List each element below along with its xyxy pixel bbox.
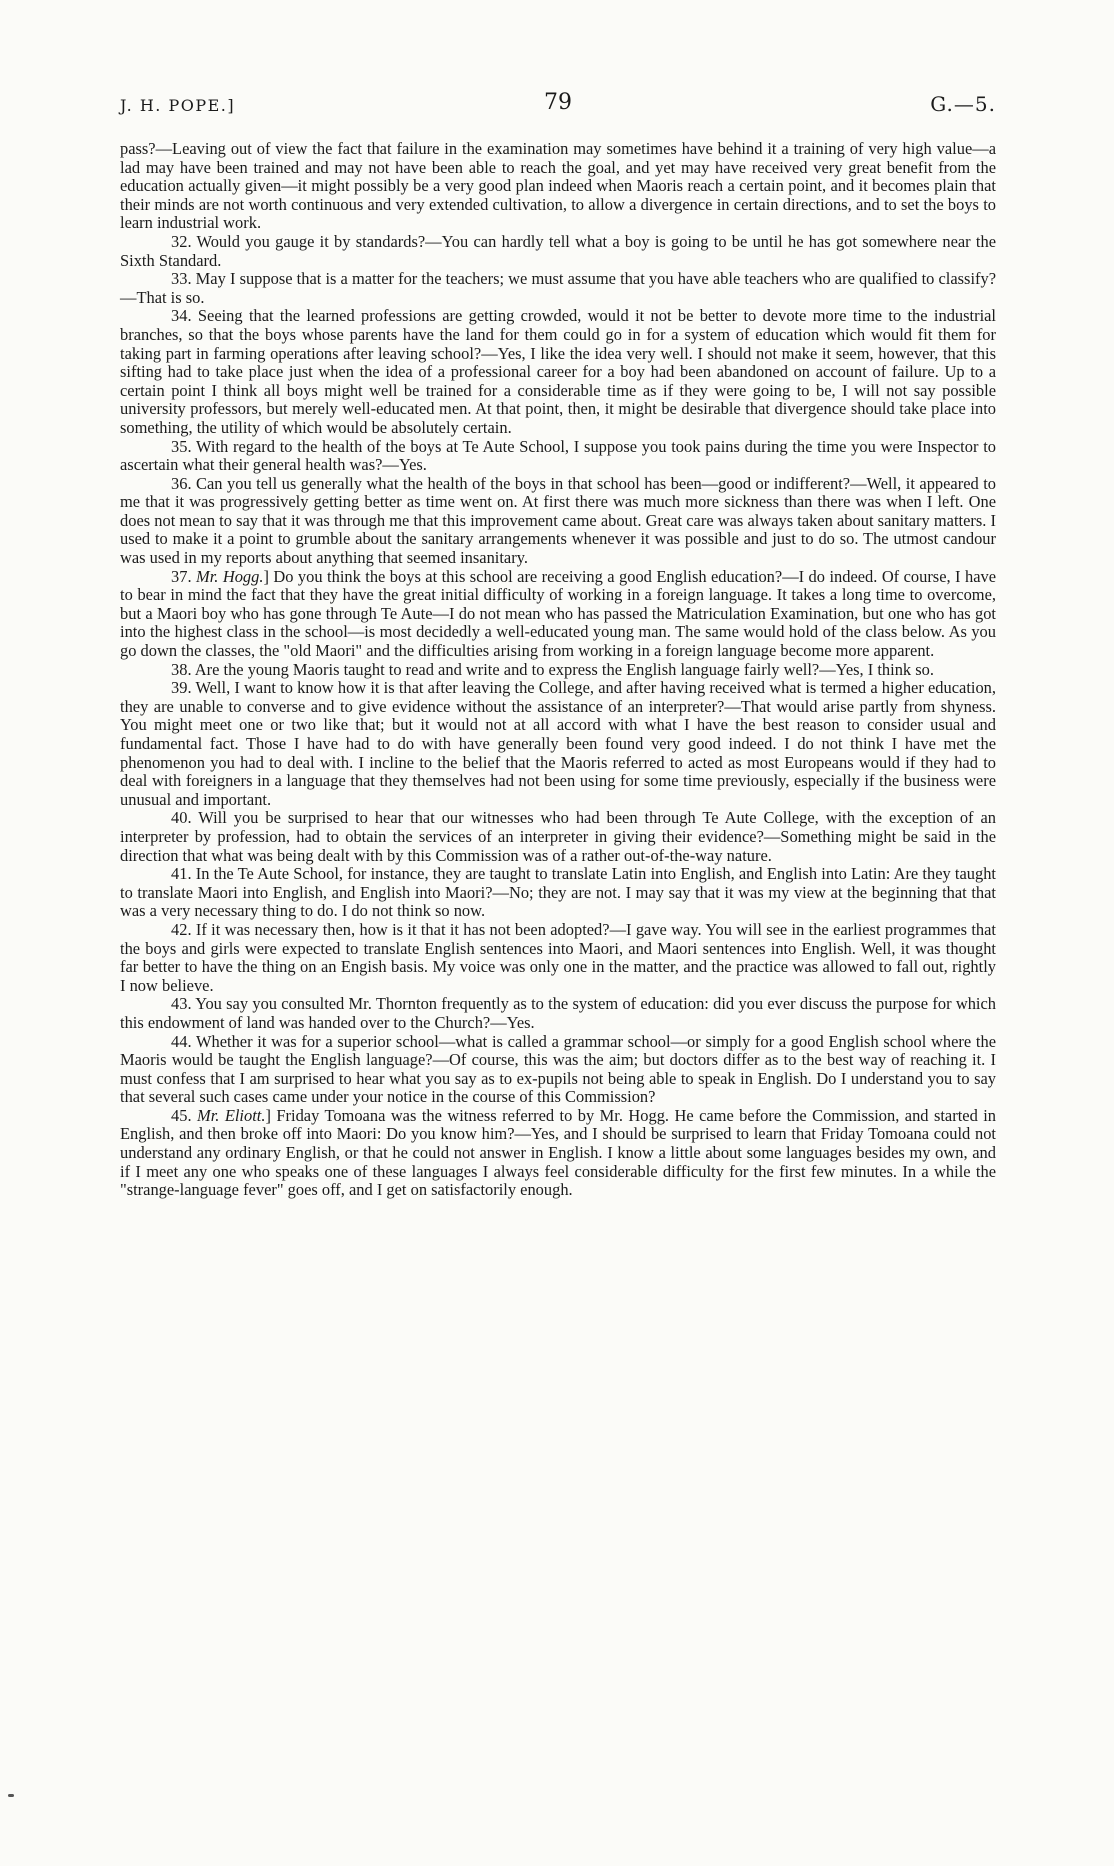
paragraph: 32. Would you gauge it by standards?—You can hardly tell what a boy is going to be until he has got somewhere near the Sixth Standard. <box>120 231 996 270</box>
paragraph: 33. May I suppose that is a matter for the teachers; we must assume that you have able teachers who are qualified to classify?—That is so. <box>120 269 996 307</box>
paragraph: pass?—Leaving out of view the fact that failure in the examination may sometimes have behind it a training of very high value—a lad may have been trained and may not have been able to reach the goal, and yet may have received very great benefit from the education actually given—it might possibly be a very good plan indeed when Maoris reach a certain point, and it becomes plain that their minds are not worth continuous and very extended cultivation, to allow a divergence in certain directions, and to set the boys to learn industrial work. <box>120 139 996 233</box>
paragraph: 44. Whether it was for a superior school—what is called a grammar school—or simply for a good English school where the Maoris would be taught the English language?—Of course, this was the aim; but doctors differ as to the best way of reaching it. I must confess that I am surprised to hear what you say as to ex-pupils not being able to speak in English. Do I understand you to say that several such cases came under your notice in the course of this Commission? <box>120 1031 996 1107</box>
page-body <box>120 140 996 1200</box>
paragraph: 37. Mr. Hogg.] Do you think the boys at this school are receiving a good English education?—I do indeed. Of course, I have to bear in mind the fact that they have the great initial difficulty of working in a foreign language. It takes a long time to overcome, but a Maori boy who has gone through Te Aute—I do not mean who has passed the Matriculation Examination, but one who has got into the highest class in the school—is most decidedly a well-educated young man. The same would hold of the class below. As you go down the classes, the "old Maori" and the difficulties arising from working in a foreign language become more apparent. <box>120 566 997 661</box>
speaker-name: Mr. Eliott. <box>197 1105 266 1125</box>
margin-speck <box>8 1794 14 1797</box>
header-witness-name: J. H. POPE.] <box>120 96 236 115</box>
paragraph: 34. Seeing that the learned professions are getting crowded, would it not be better to devote more time to the industrial branches, so that the boys whose parents have the land for them could go in for a system of education which would fit them for taking part in farming operations after leaving school?—Yes, I like the idea very well. I should not make it seem, however, that this sifting had to take place just when the idea of a professional career for a boy had been abandoned on account of failure. Up to a certain point I think all boys might well be trained for a considerable time as if they were going to be, I will not say possible university professors, but merely well-educated men. At that point, then, it might be desirable that divergence should take place into something, the utility of which would be absolutely certain. <box>120 306 996 437</box>
paragraph: 43. You say you consulted Mr. Thornton frequently as to the system of education: did you ever discuss the purpose for which this endowment of land was handed over to the Church?—Yes. <box>120 994 996 1032</box>
paragraph: 40. Will you be surprised to hear that our witnesses who had been through Te Aute College, with the exception of an interpreter by profession, had to obtain the services of an interpreter in giving their evidence?—Something might be said in the direction that what was being dealt with by this Commission was of a rather out-of-the-way nature. <box>120 808 996 865</box>
speaker-name: Mr. Hogg. <box>196 566 264 586</box>
header-document-code: G.—5. <box>930 92 996 116</box>
paragraph: 45. Mr. Eliott.] Friday Tomoana was the witness referred to by Mr. Hogg. He came before the Commission, and started in English, and then broke off into Maori: Do you know him?—Yes, and I should be surprised to learn that Friday Tomoana could not understand any ordinary English, or that he could not answer in English. I know a little about some languages besides my own, and if I meet any one who speaks one of these languages I always feel considerable difficulty for the first few minutes. In a while the "strange-language fever" goes off, and I get on satisfactorily enough. <box>120 1105 997 1200</box>
page-number: 79 <box>544 90 572 115</box>
paragraph: 41. In the Te Aute School, for instance, they are taught to translate Latin into English, and English into Latin: Are they taught to translate Maori into English, and English into Maori?—No; they are not. I may say that it was my view at the beginning that that was a very necessary thing to do. I do not think so now. <box>120 864 996 921</box>
paragraph: 42. If it was necessary then, how is it that it has not been adopted?—I gave way. You will see in the earliest programmes that the boys and girls were expected to translate English sentences into Maori, and Maori sentences into English. Well, it was thought far better to have the thing on an Engish basis. My voice was only one in the matter, and the practice was allowed to fall out, rightly I now believe. <box>120 919 996 995</box>
paragraph: 36. Can you tell us generally what the health of the boys in that school has been—good or indifferent?—Well, it appeared to me that it was progressively getting better as time went on. At first there was much more sickness than there was when I left. One does not mean to say that it was through me that this improvement came about. Great care was always taken about sanitary matters. I used to make it a point to grumble about the sanitary arrangements whenever it was possible and just to do so. The utmost candour was used in my reports about anything that seemed insanitary. <box>120 473 996 568</box>
page-header <box>120 90 996 122</box>
paragraph: 38. Are the young Maoris taught to read and write and to express the English language fairly well?—Yes, I think so. <box>171 659 934 679</box>
paragraph: 35. With regard to the health of the boys at Te Aute School, I suppose you took pains during the time you were Inspector to ascertain what their general health was?—Yes. <box>120 436 996 475</box>
paragraph: 39. Well, I want to know how it is that after leaving the College, and after having received what is termed a higher education, they are unable to converse and to give evidence without the assistance of an interpreter?—That would arise partly from shyness. You might meet one or two like that; but it would not at all accord with what I have the best reason to consider usual and fundamental fact. Those I have had to do with have generally been found very good indeed. I do not think I have met the phenomenon you had to deal with. I incline to the belief that the Maoris referred to acted as most Europeans would if they had to deal with foreigners in a language that they themselves had not been using for some time previously, especially if the business were unusual and important. <box>120 678 996 809</box>
